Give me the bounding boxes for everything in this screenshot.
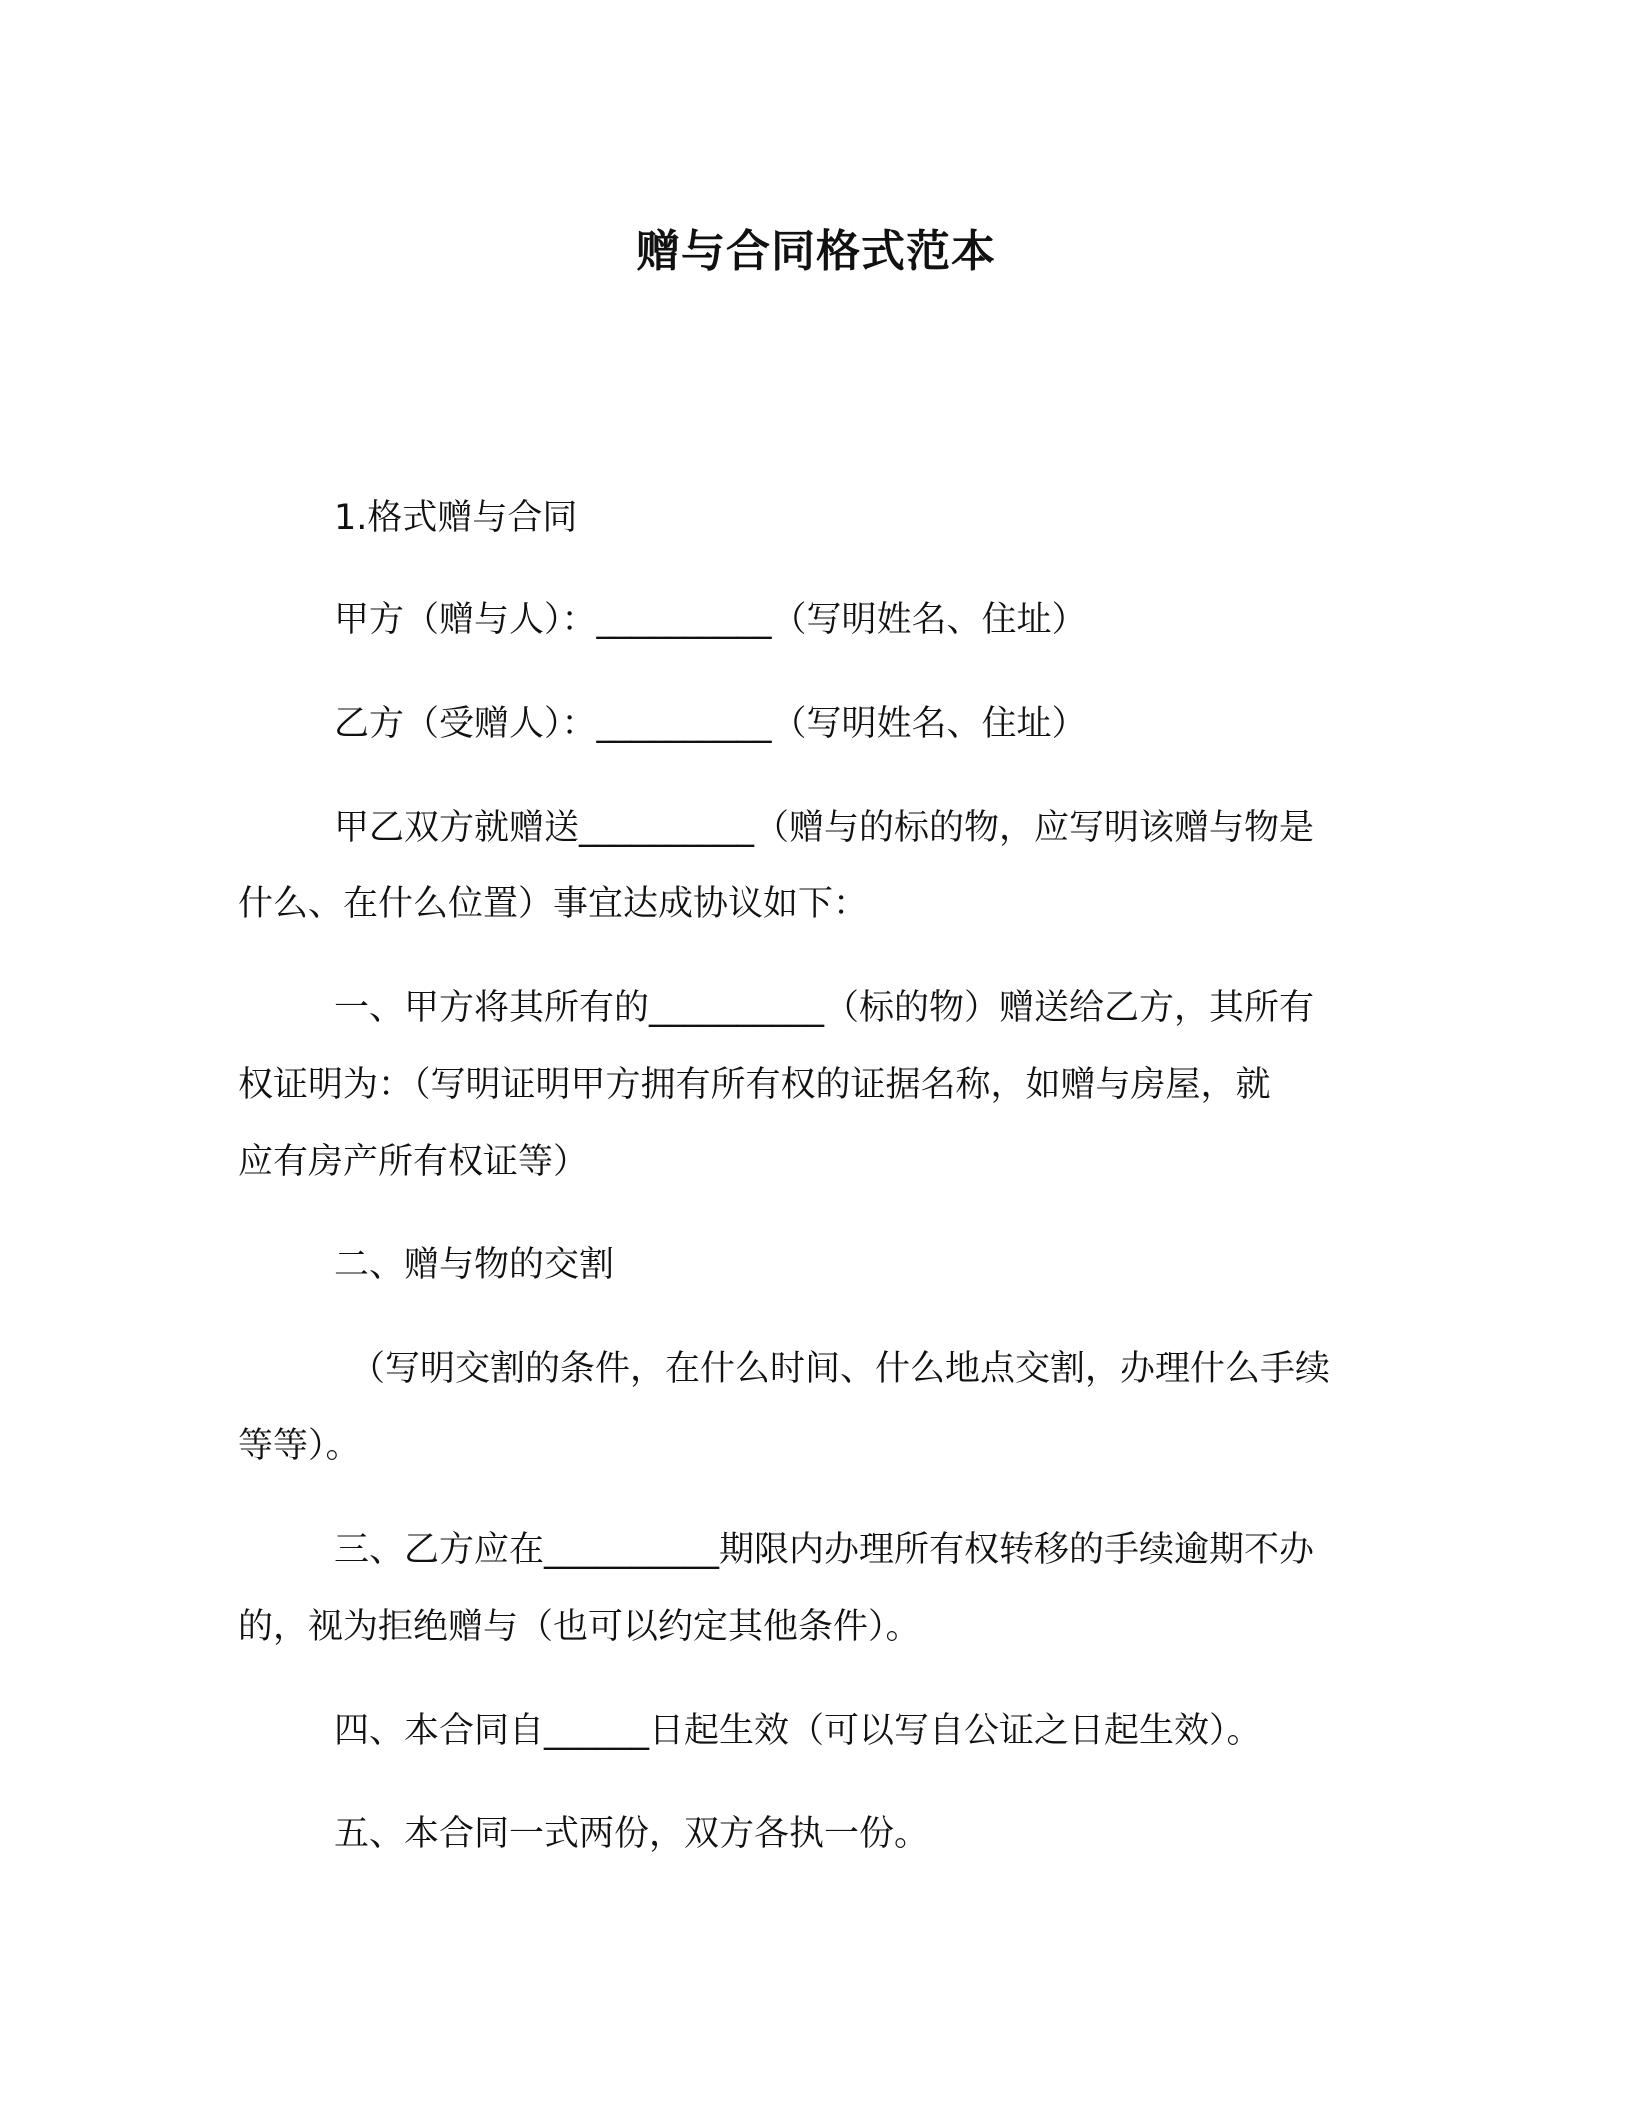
clause5-line: 五、本合同一式两份，双方各执一份。 bbox=[334, 1814, 930, 1854]
clause2-body-line-2: 等等）。 bbox=[238, 1426, 361, 1466]
clause1-line-3: 应有房产所有权证等） bbox=[238, 1142, 589, 1182]
clause1-line-2: 权证明为：（写明证明甲方拥有所有权的证据名称，如赠与房屋，就 bbox=[238, 1065, 1271, 1105]
document-title: 赠与合同格式范本 bbox=[636, 226, 996, 277]
preamble-line-2: 什么、在什么位置）事宜达成协议如下： bbox=[238, 884, 869, 924]
clause1-line-1: 一、甲方将其所有的__________（标的物）赠送给乙方，其所有 bbox=[334, 988, 1315, 1028]
clause3-line-1: 三、乙方应在__________期限内办理所有权转移的手续逾期不办 bbox=[334, 1530, 1315, 1570]
party-b-line: 乙方（受赠人）：__________（写明姓名、住址） bbox=[334, 704, 1087, 744]
clause4-line: 四、本合同自______日起生效（可以写自公证之日起生效）。 bbox=[334, 1711, 1262, 1751]
preamble-line-1: 甲乙双方就赠送__________（赠与的标的物，应写明该赠与物是 bbox=[334, 808, 1315, 848]
section-heading: 1.格式赠与合同 bbox=[334, 498, 578, 538]
clause2-heading: 二、赠与物的交割 bbox=[334, 1245, 615, 1285]
party-a-line: 甲方（赠与人）：__________（写明姓名、住址） bbox=[334, 600, 1087, 640]
clause3-line-2: 的，视为拒绝赠与（也可以约定其他条件）。 bbox=[238, 1607, 921, 1647]
clause2-body-line-1: （写明交割的条件，在什么时间、什么地点交割，办理什么手续 bbox=[350, 1349, 1331, 1389]
